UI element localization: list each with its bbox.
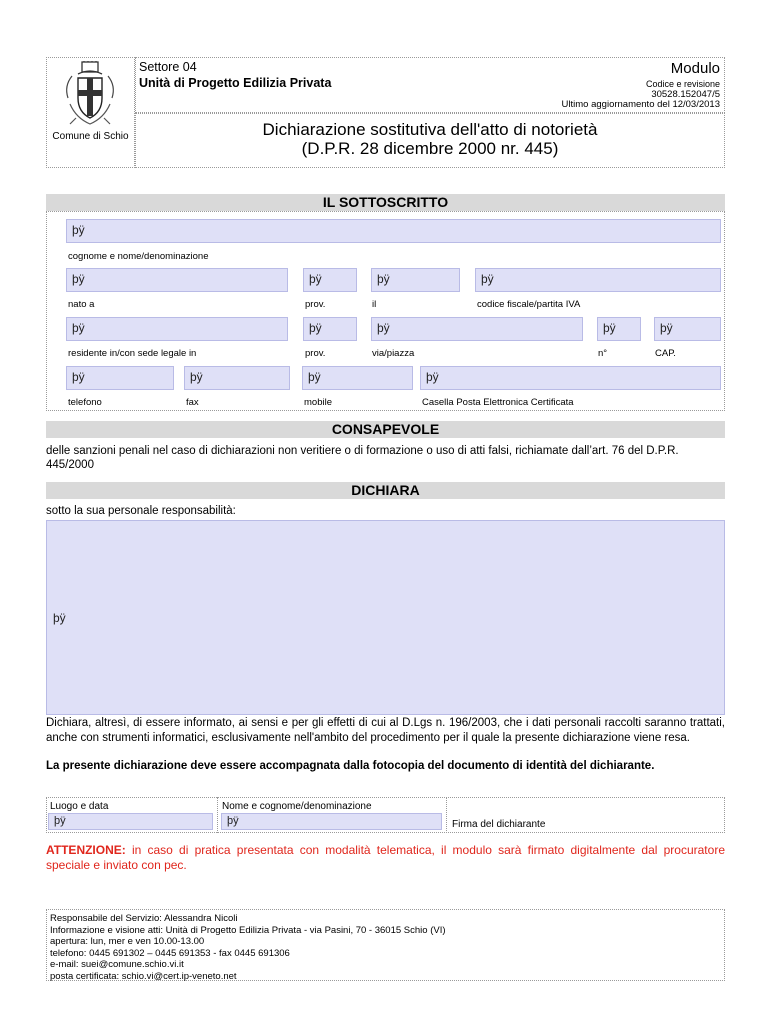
fax-label: fax [186, 397, 199, 408]
telefono-label: telefono [68, 397, 102, 408]
module-label: Modulo [670, 60, 720, 77]
attention-label: ATTENZIONE: [46, 843, 126, 857]
luogo-data-label: Luogo e data [50, 801, 109, 812]
footer-telefono: telefono: 0445 691302 – 0445 691353 - fax 0445 691306 [50, 947, 290, 959]
logo-caption: Comune di Schio [52, 131, 129, 142]
residente-label: residente in/con sede legale in [68, 348, 197, 359]
attention-text: in caso di pratica presentata con modalità telematica, il modulo sarà firmato digitalmente dal procuratore speciale e inviato con pec. [46, 843, 725, 872]
mobile-label: mobile [304, 397, 332, 408]
luogo-data-input[interactable]: þÿ [48, 813, 213, 830]
data-nascita-input[interactable]: þÿ [371, 268, 460, 292]
nome-cognome-label: Nome e cognome/denominazione [222, 801, 372, 812]
nato-a-input[interactable]: þÿ [66, 268, 288, 292]
prov-nascita-label: prov. [305, 299, 326, 310]
codice-fiscale-label: codice fiscale/partita IVA [477, 299, 581, 310]
identity-notice: La presente dichiarazione deve essere accompagnata dalla fotocopia del documento di identità del dichiarante. [46, 760, 655, 772]
page-title-line2: (D.P.R. 28 dicembre 2000 nr. 445) [301, 139, 559, 158]
coat-of-arms-icon [62, 60, 118, 128]
footer-box [46, 909, 725, 981]
section-heading-dichiara: DICHIARA [46, 482, 725, 499]
unit-name: Unità di Progetto Edilizia Privata [139, 76, 332, 90]
section-heading-consapevole: CONSAPEVOLE [46, 421, 725, 438]
telefono-input[interactable]: þÿ [66, 366, 174, 390]
dichiara-textarea[interactable]: þÿ [46, 520, 725, 715]
via-piazza-label: via/piazza [372, 348, 415, 359]
firma-label: Firma del dichiarante [452, 819, 546, 830]
footer-informazione: Informazione e visione atti: Unità di Progetto Edilizia Privata - via Pasini, 70 - 36015 Schio (VI) [50, 924, 446, 936]
page-title-line1: Dichiarazione sostitutiva dell'atto di notorietà [262, 120, 598, 139]
footer-apertura: apertura: lun, mer e ven 10.00-13.00 [50, 936, 205, 948]
pec-input[interactable]: þÿ [420, 366, 721, 390]
privacy-text: Dichiara, altresì, di essere informato, ai sensi e per gli effetti di cui al D.Lgs n. 196/2003, che i dati personali raccolti saranno trattati, anche con strumenti informatici, esclusivamente nell'ambito del procedimento per il quale la presente dichiarazione viene resa. [46, 717, 725, 744]
signature-divider-1 [217, 797, 218, 833]
nome-cognome-input[interactable]: þÿ [221, 813, 442, 830]
prov-nascita-input[interactable]: þÿ [303, 268, 357, 292]
footer-responsabile: Responsabile del Servizio: Alessandra Nicoli [50, 913, 238, 924]
last-update: Ultimo aggiornamento del 12/03/2013 [561, 99, 720, 110]
cognome-nome-label: cognome e nome/denominazione [68, 251, 209, 262]
fax-input[interactable]: þÿ [184, 366, 290, 390]
footer-pec: posta certificata: schio.vi@cert.ip-veneto.net [50, 970, 237, 982]
cap-label: CAP. [655, 348, 676, 359]
footer-email: e-mail: suei@comune.schio.vi.it [50, 959, 184, 971]
attention-notice [46, 843, 725, 872]
numero-civico-input[interactable]: þÿ [597, 317, 641, 341]
codice-fiscale-input[interactable]: þÿ [475, 268, 721, 292]
code-label: Codice e revisione [645, 79, 720, 89]
consapevole-text: delle sanzioni penali nel caso di dichiarazioni non veritiere o di formazione o uso di atti falsi, richiamate dall’art. 76 del D.P.R. 445/2000 [46, 445, 679, 471]
code-value: 30528.152047/5 [651, 89, 720, 100]
prov-residenza-input[interactable]: þÿ [303, 317, 357, 341]
section-heading-sottoscritto: IL SOTTOSCRITTO [46, 194, 725, 211]
sector-label: Settore 04 [139, 60, 197, 74]
data-nascita-label: il [372, 299, 377, 310]
dichiara-intro: sotto la sua personale responsabilità: [46, 505, 236, 517]
cognome-nome-input[interactable]: þÿ [66, 219, 721, 243]
nato-a-label: nato a [68, 299, 95, 310]
cap-input[interactable]: þÿ [654, 317, 721, 341]
numero-civico-label: n° [598, 348, 608, 359]
prov-residenza-label: prov. [305, 348, 326, 359]
signature-divider-2 [446, 797, 447, 833]
mobile-input[interactable]: þÿ [302, 366, 413, 390]
via-piazza-input[interactable]: þÿ [371, 317, 583, 341]
residente-input[interactable]: þÿ [66, 317, 288, 341]
pec-label: Casella Posta Elettronica Certificata [422, 397, 574, 408]
